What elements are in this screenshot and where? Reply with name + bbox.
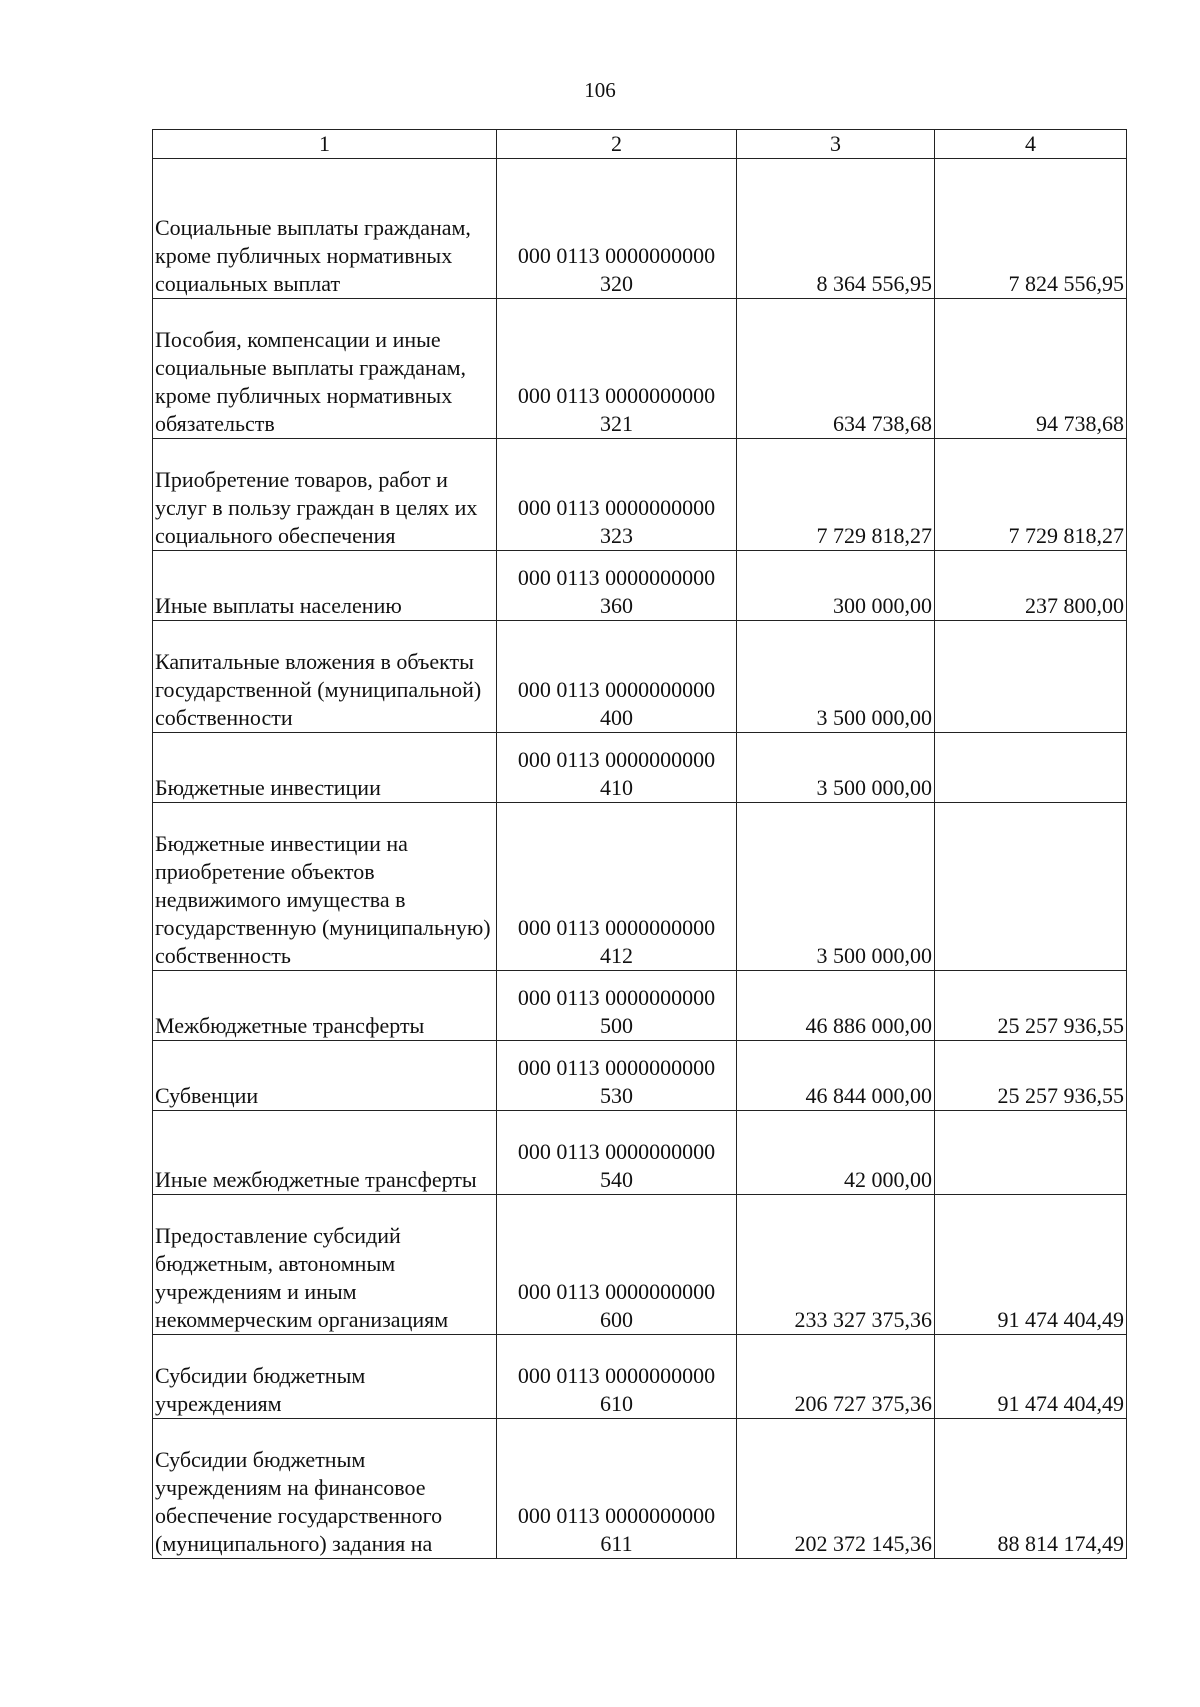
table-row [153, 551, 1127, 621]
row-code-cell [497, 971, 737, 1041]
column-header-3: 3 [737, 130, 935, 159]
row-amount-col3: 3 500 000,00 [737, 803, 935, 971]
row-code-type: 323 [600, 523, 633, 548]
row-code-prefix: 000 0113 0000000000 [517, 383, 716, 408]
row-code-cell [497, 439, 737, 551]
row-code-type: 400 [600, 705, 633, 730]
row-code-prefix: 000 0113 0000000000 [517, 915, 716, 940]
table-header-row [153, 130, 1127, 159]
row-amount-col4: 25 257 936,55 [935, 971, 1127, 1041]
row-amount-col3: 3 500 000,00 [737, 733, 935, 803]
column-header-1: 1 [153, 130, 497, 159]
row-code-type: 410 [600, 775, 633, 800]
row-name-cell: Субсидии бюджетным учреждениям на финансовое обеспечение государственного (муниципального) задания на [153, 1419, 497, 1559]
page-number: 106 [584, 78, 616, 102]
row-amount-col4: 91 474 404,49 [935, 1195, 1127, 1335]
row-code-type: 610 [600, 1391, 633, 1416]
row-code-prefix: 000 0113 0000000000 [517, 985, 716, 1010]
row-amount-col4: 91 474 404,49 [935, 1335, 1127, 1419]
table-row [153, 1419, 1127, 1559]
row-code-prefix: 000 0113 0000000000 [517, 1139, 716, 1164]
row-name-cell: Предоставление субсидий бюджетным, автономным учреждениям и иным некоммерческим организациям [153, 1195, 497, 1335]
row-amount-col3: 202 372 145,36 [737, 1419, 935, 1559]
row-name-cell: Капитальные вложения в объекты государственной (муниципальной) собственности [153, 621, 497, 733]
row-amount-col3: 46 886 000,00 [737, 971, 935, 1041]
row-name-cell: Социальные выплаты гражданам, кроме публичных нормативных социальных выплат [153, 159, 497, 299]
row-code-cell [497, 1419, 737, 1559]
row-name-cell: Субсидии бюджетным учреждениям [153, 1335, 497, 1419]
column-header-2: 2 [497, 130, 737, 159]
row-amount-col3: 3 500 000,00 [737, 621, 935, 733]
row-code-prefix: 000 0113 0000000000 [517, 495, 716, 520]
row-amount-col4: 94 738,68 [935, 299, 1127, 439]
row-name-cell: Субвенции [153, 1041, 497, 1111]
column-header-4: 4 [935, 130, 1127, 159]
table-row [153, 733, 1127, 803]
row-code-cell [497, 733, 737, 803]
row-code-prefix: 000 0113 0000000000 [517, 677, 716, 702]
row-code-type: 320 [600, 271, 633, 296]
table-row [153, 971, 1127, 1041]
table-row [153, 621, 1127, 733]
row-code-prefix: 000 0113 0000000000 [517, 1055, 716, 1080]
row-amount-col4 [935, 803, 1127, 971]
row-code-cell [497, 299, 737, 439]
row-code-type: 611 [600, 1531, 633, 1556]
row-code-type: 600 [600, 1307, 633, 1332]
table-row [153, 299, 1127, 439]
row-amount-col3: 46 844 000,00 [737, 1041, 935, 1111]
row-name-cell: Пособия, компенсации и иные социальные выплаты гражданам, кроме публичных нормативных обязательств [153, 299, 497, 439]
row-name-cell: Иные выплаты населению [153, 551, 497, 621]
row-code-type: 412 [600, 943, 633, 968]
row-code-prefix: 000 0113 0000000000 [517, 1503, 716, 1528]
row-amount-col4: 88 814 174,49 [935, 1419, 1127, 1559]
row-amount-col3: 8 364 556,95 [737, 159, 935, 299]
row-code-cell [497, 159, 737, 299]
table-row [153, 803, 1127, 971]
row-code-prefix: 000 0113 0000000000 [517, 243, 716, 268]
table-row [153, 159, 1127, 299]
row-code-cell [497, 1041, 737, 1111]
row-amount-col3: 233 327 375,36 [737, 1195, 935, 1335]
row-amount-col3: 7 729 818,27 [737, 439, 935, 551]
budget-table [152, 129, 1127, 1559]
row-code-type: 500 [600, 1013, 633, 1038]
row-code-type: 321 [600, 411, 633, 436]
row-code-cell [497, 551, 737, 621]
row-code-prefix: 000 0113 0000000000 [517, 1363, 716, 1388]
row-code-cell [497, 1195, 737, 1335]
table-row [153, 1111, 1127, 1195]
row-code-cell [497, 1111, 737, 1195]
row-code-cell [497, 803, 737, 971]
table-row [153, 439, 1127, 551]
row-amount-col4: 7 729 818,27 [935, 439, 1127, 551]
row-amount-col3: 300 000,00 [737, 551, 935, 621]
row-code-prefix: 000 0113 0000000000 [517, 565, 716, 590]
row-code-prefix: 000 0113 0000000000 [517, 747, 716, 772]
row-amount-col3: 42 000,00 [737, 1111, 935, 1195]
row-code-cell [497, 1335, 737, 1419]
row-name-cell: Межбюджетные трансферты [153, 971, 497, 1041]
row-code-type: 360 [600, 593, 633, 618]
row-name-cell: Приобретение товаров, работ и услуг в пользу граждан в целях их социального обеспечения [153, 439, 497, 551]
table-row [153, 1041, 1127, 1111]
row-amount-col4 [935, 733, 1127, 803]
table-row [153, 1335, 1127, 1419]
table-row [153, 1195, 1127, 1335]
row-amount-col3: 206 727 375,36 [737, 1335, 935, 1419]
row-amount-col3: 634 738,68 [737, 299, 935, 439]
row-code-type: 540 [600, 1167, 633, 1192]
row-amount-col4: 25 257 936,55 [935, 1041, 1127, 1111]
row-code-cell [497, 621, 737, 733]
row-code-type: 530 [600, 1083, 633, 1108]
row-amount-col4 [935, 621, 1127, 733]
row-amount-col4: 7 824 556,95 [935, 159, 1127, 299]
row-code-prefix: 000 0113 0000000000 [517, 1279, 716, 1304]
row-name-cell: Бюджетные инвестиции на приобретение объектов недвижимого имущества в государственную (муниципальную) собственность [153, 803, 497, 971]
row-name-cell: Иные межбюджетные трансферты [153, 1111, 497, 1195]
row-amount-col4 [935, 1111, 1127, 1195]
row-amount-col4: 237 800,00 [935, 551, 1127, 621]
row-name-cell: Бюджетные инвестиции [153, 733, 497, 803]
